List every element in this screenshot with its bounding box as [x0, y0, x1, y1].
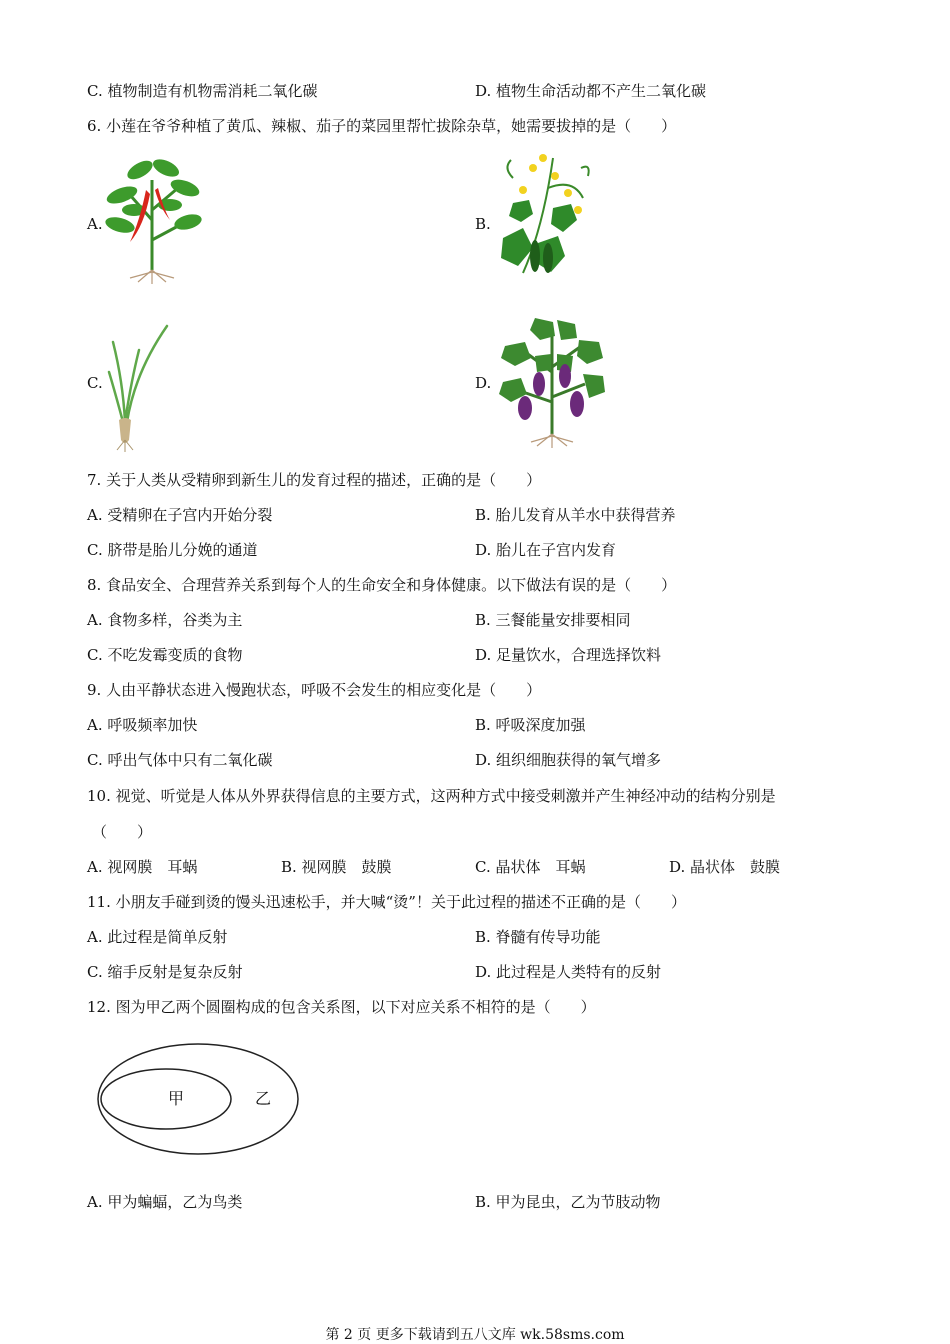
- q9-option-a: A. 呼吸频率加快: [87, 716, 198, 734]
- weed-grass-image: [105, 322, 180, 452]
- q12-option-a: A. 甲为蝙蝠，乙为鸟类: [87, 1193, 243, 1211]
- q9-option-c: C. 呼出气体中只有二氧化碳: [87, 751, 273, 769]
- question-10-answer-paren: （ ）: [92, 823, 153, 841]
- q7-option-c: C. 脐带是胎儿分娩的通道: [87, 541, 258, 559]
- page-footer: 第 2 页 更多下载请到五八文库 wk.58sms.com: [325, 1327, 625, 1343]
- q6-option-c-label: C.: [87, 374, 103, 392]
- q11-option-a: A. 此过程是简单反射: [87, 928, 228, 946]
- q7-option-b: B. 胎儿发育从羊水中获得营养: [475, 506, 676, 524]
- eggplant-plant-image: [495, 312, 610, 450]
- question-10: 10. 视觉、听觉是人体从外界获得信息的主要方式，这两种方式中接受刺激并产生神经冲动的结构分别是: [87, 787, 776, 805]
- q7-option-a: A. 受精卵在子宫内开始分裂: [87, 506, 273, 524]
- q8-option-d: D. 足量饮水，合理选择饮料: [475, 646, 662, 664]
- q5-option-c: C. 植物制造有机物需消耗二氧化碳: [87, 82, 318, 100]
- inner-circle-jia: [101, 1069, 231, 1129]
- q6-option-d-label: D.: [475, 374, 492, 392]
- question-6: 6. 小莲在爷爷种植了黄瓜、辣椒、茄子的菜园里帮忙拔除杂草，她需要拔掉的是（ ）: [87, 117, 677, 135]
- question-7: 7. 关于人类从受精卵到新生儿的发育过程的描述，正确的是（ ）: [87, 471, 542, 489]
- pepper-plant-image: [100, 150, 205, 285]
- q5-option-d: D. 植物生命活动都不产生二氧化碳: [475, 82, 707, 100]
- q10-option-c: C. 晶状体 耳蜗: [475, 858, 586, 876]
- q11-option-b: B. 脊髓有传导功能: [475, 928, 601, 946]
- q7-option-d: D. 胎儿在子宫内发育: [475, 541, 617, 559]
- q12-option-b: B. 甲为昆虫，乙为节肢动物: [475, 1193, 661, 1211]
- q8-option-a: A. 食物多样，谷类为主: [87, 611, 243, 629]
- q6-option-a-label: A.: [87, 215, 103, 233]
- cucumber-plant-image: [493, 148, 598, 283]
- q11-option-c: C. 缩手反射是复杂反射: [87, 963, 243, 981]
- q10-option-b: B. 视网膜 鼓膜: [281, 858, 392, 876]
- question-9: 9. 人由平静状态进入慢跑状态，呼吸不会发生的相应变化是（ ）: [87, 681, 542, 699]
- inclusion-diagram: [96, 1042, 306, 1157]
- q8-option-c: C. 不吃发霉变质的食物: [87, 646, 243, 664]
- q11-option-d: D. 此过程是人类特有的反射: [475, 963, 662, 981]
- q9-option-b: B. 呼吸深度加强: [475, 716, 586, 734]
- question-12: 12. 图为甲乙两个圆圈构成的包含关系图，以下对应关系不相符的是（ ）: [87, 998, 596, 1016]
- q10-option-a: A. 视网膜 耳蜗: [87, 858, 198, 876]
- inner-circle-label: 甲: [167, 1089, 185, 1108]
- q8-option-b: B. 三餐能量安排要相同: [475, 611, 631, 629]
- q6-option-b-label: B.: [475, 215, 491, 233]
- question-8: 8. 食品安全、合理营养关系到每个人的生命安全和身体健康。以下做法有误的是（ ）: [87, 576, 677, 594]
- q10-option-d: D. 晶状体 鼓膜: [669, 858, 781, 876]
- outer-circle-label: 乙: [254, 1089, 272, 1108]
- q9-option-d: D. 组织细胞获得的氧气增多: [475, 751, 662, 769]
- question-11: 11. 小朋友手碰到烫的馒头迅速松手，并大喊“烫”！关于此过程的描述不正确的是（ ）: [87, 893, 686, 911]
